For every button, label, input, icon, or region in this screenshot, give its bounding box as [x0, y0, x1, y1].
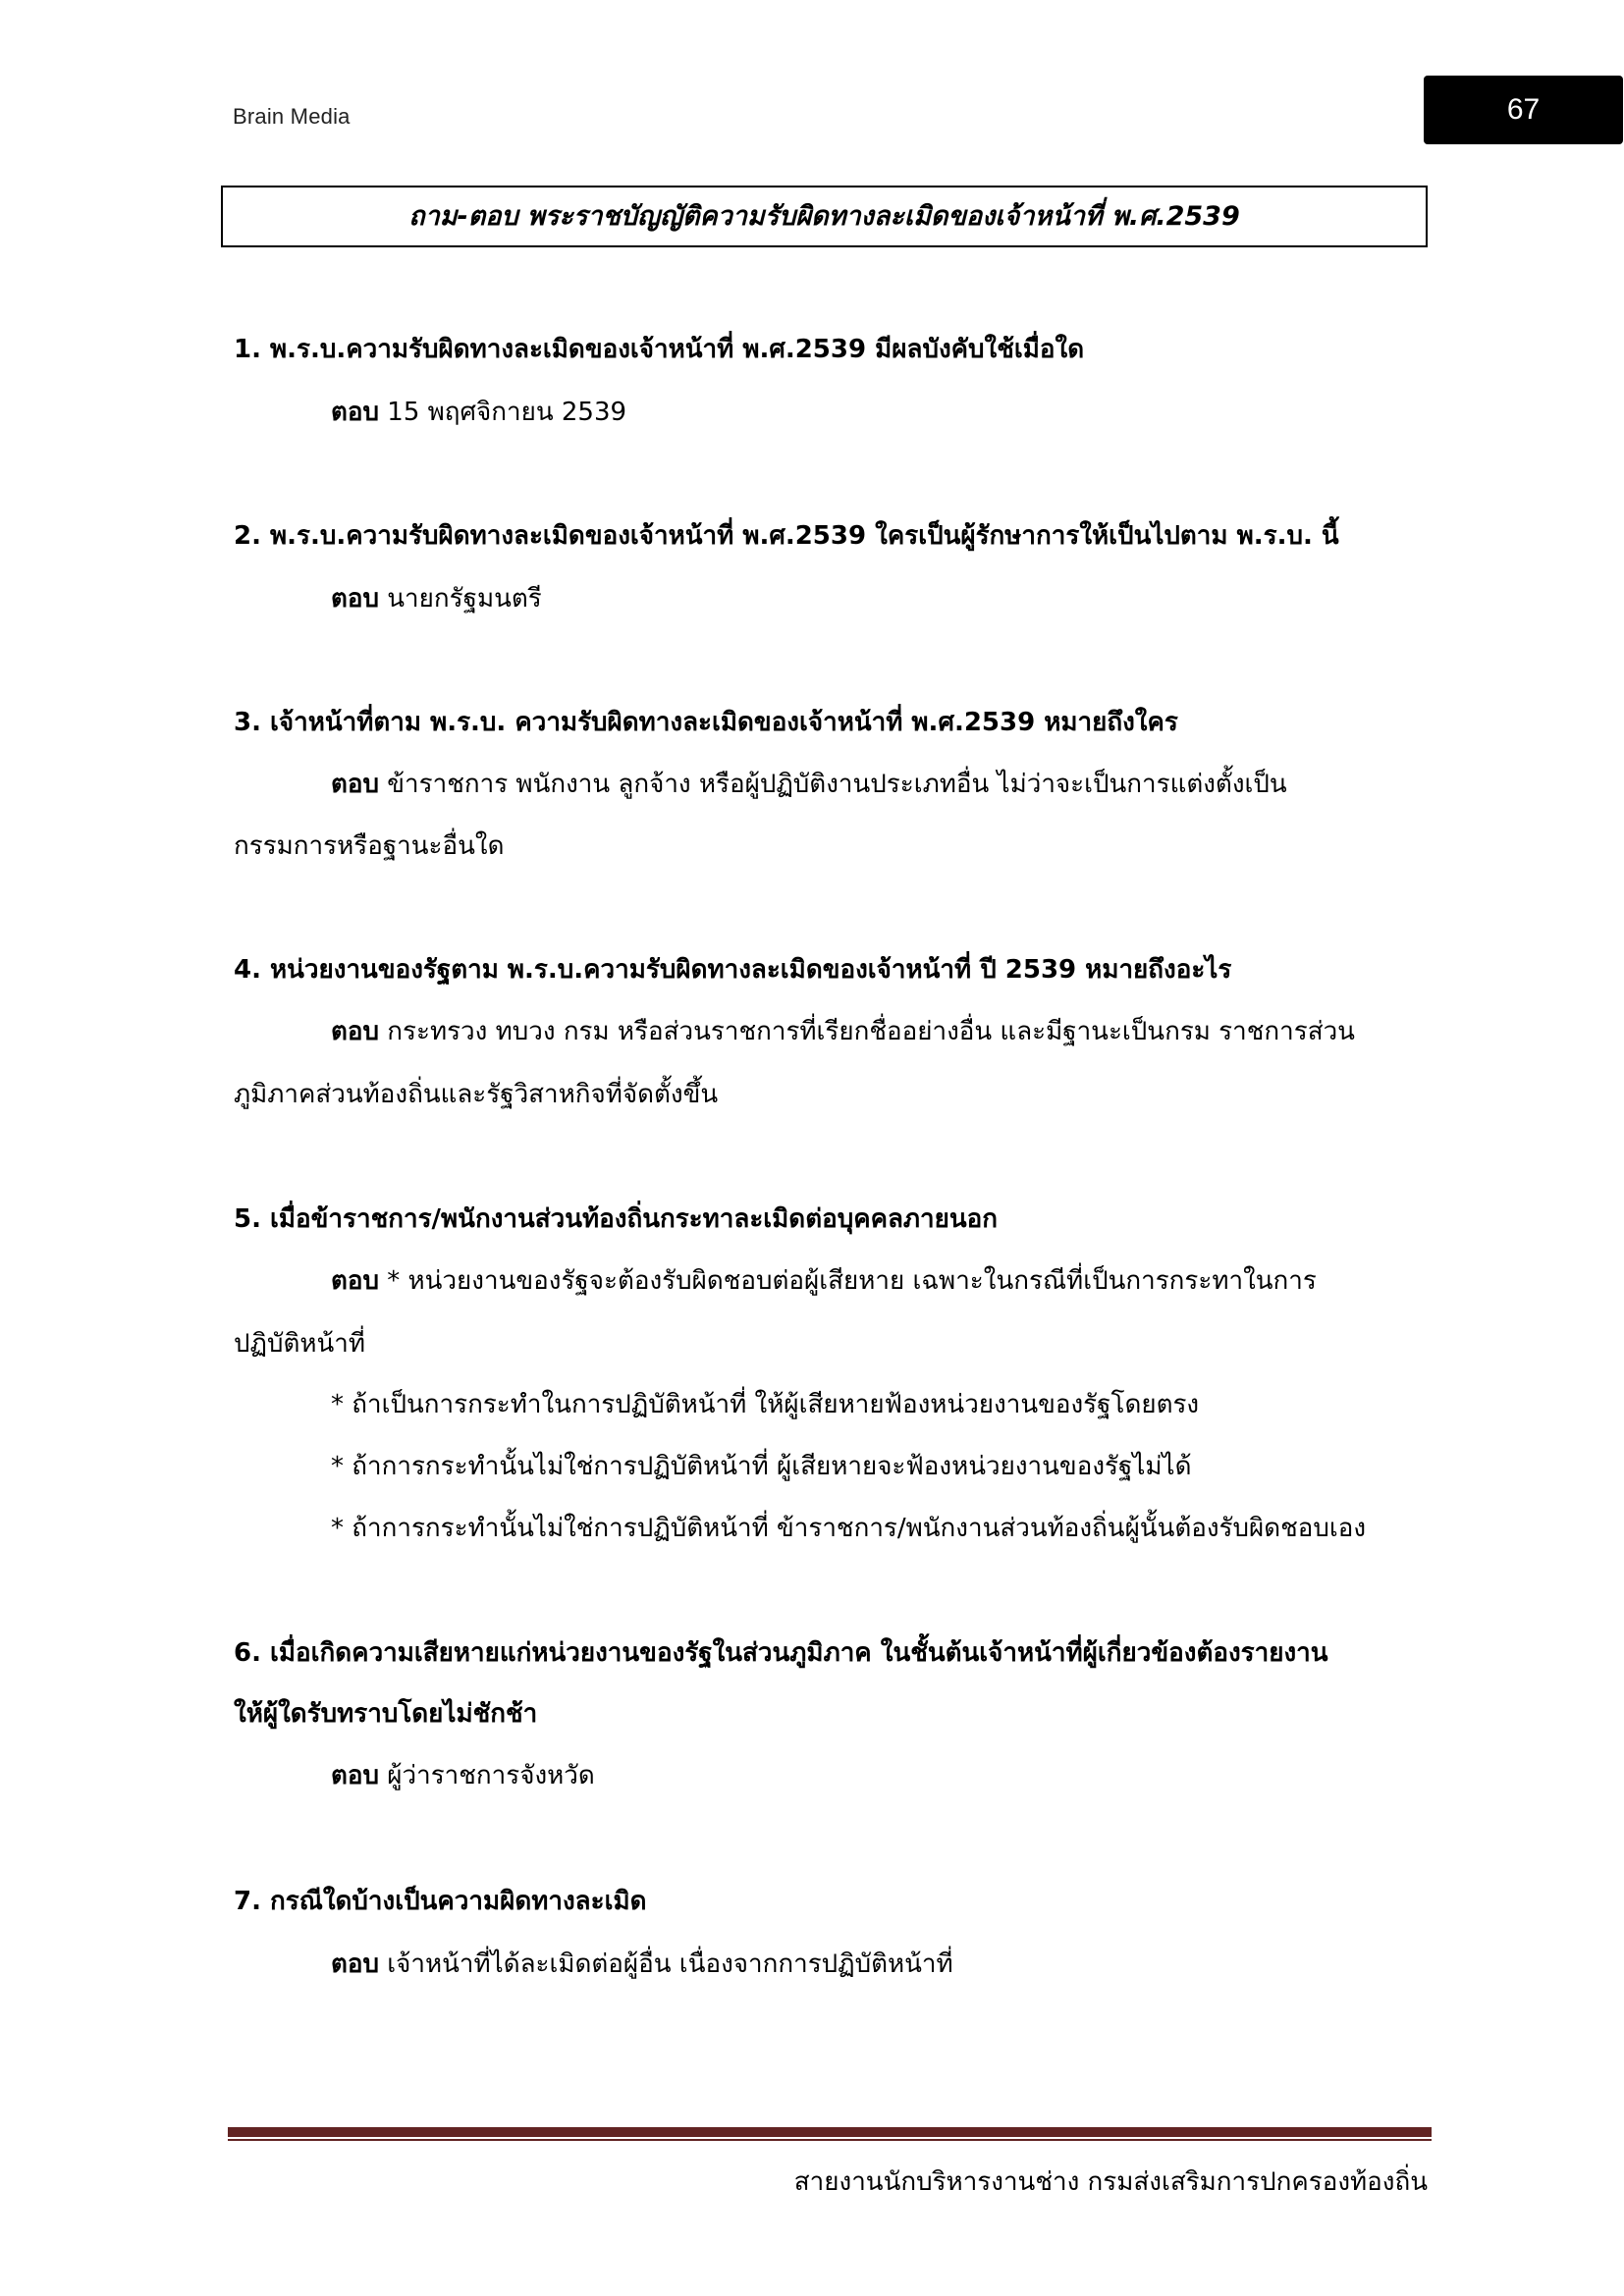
page-title: ถาม-ตอบ พระราชบัญญัติความรับผิดทางละเมิดของเจ้าหน้าที่ พ.ศ.2539: [408, 201, 1240, 232]
answer-3: [331, 754, 1431, 815]
answer-4-continuation: ภูมิภาคส่วนท้องถิ่นและรัฐวิสาหกิจที่จัดตั้งขึ้น: [234, 1080, 719, 1109]
question-5: 5. เมื่อข้าราชการ/พนักงานส่วนท้องถิ่นกระทาละเมิดต่อบุคคลภายนอก: [234, 1204, 999, 1234]
answer-label: ตอบ: [331, 584, 380, 614]
answer-text: นายกรัฐมนตรี: [387, 584, 542, 614]
answer-3-continuation: กรรมการหรือฐานะอื่นใด: [234, 831, 505, 861]
page-number-badge: 67: [1424, 76, 1623, 144]
answer-text: * หน่วยงานของรัฐจะต้องรับผิดชอบต่อผู้เสียหาย เฉพาะในกรณีที่เป็นการกระทาในการ: [387, 1266, 1317, 1296]
answer-5-bullet-1: * ถ้าเป็นการกระทำในการปฏิบัติหน้าที่ ให้ผู้เสียหายฟ้องหน่วยงานของรัฐโดยตรง: [331, 1390, 1200, 1419]
question-4: 4. หน่วยงานของรัฐตาม พ.ร.บ.ความรับผิดทางละเมิดของเจ้าหน้าที่ ปี 2539 หมายถึงอะไร: [234, 955, 1232, 985]
question-3: 3. เจ้าหน้าที่ตาม พ.ร.บ. ความรับผิดทางละเมิดของเจ้าหน้าที่ พ.ศ.2539 หมายถึงใคร: [234, 708, 1178, 737]
answer-text: ผู้ว่าราชการจังหวัด: [387, 1761, 595, 1790]
answer-label: ตอบ: [331, 1949, 380, 1979]
answer-2: [331, 568, 1431, 629]
question-6: 6. เมื่อเกิดความเสียหายแก่หน่วยงานของรัฐในส่วนภูมิภาค ในชั้นต้นเจ้าหน้าที่ผู้เกี่ยวข้องต้องรายงาน: [234, 1638, 1328, 1668]
answer-text: เจ้าหน้าที่ได้ละเมิดต่อผู้อื่น เนื่องจากการปฏิบัติหน้าที่: [387, 1949, 953, 1979]
answer-text: 15 พฤศจิกายน 2539: [387, 398, 627, 427]
question-1: 1. พ.ร.บ.ความรับผิดทางละเมิดของเจ้าหน้าที่ พ.ศ.2539 มีผลบังคับใช้เมื่อใด: [234, 335, 1085, 364]
answer-label: ตอบ: [331, 770, 380, 799]
answer-text: กระทรวง ทบวง กรม หรือส่วนราชการที่เรียกชื่ออย่างอื่น และมีฐานะเป็นกรม ราชการส่วน: [387, 1017, 1355, 1046]
footer-text: สายงานนักบริหารงานช่าง กรมส่งเสริมการปกครองท้องถิ่น: [793, 2167, 1428, 2197]
answer-text: ข้าราชการ พนักงาน ลูกจ้าง หรือผู้ปฏิบัติงานประเภทอื่น ไม่ว่าจะเป็นการแต่งตั้งเป็น: [387, 770, 1287, 799]
answer-4: [331, 1001, 1431, 1062]
answer-1: [331, 382, 1431, 443]
answer-label: ตอบ: [331, 398, 380, 427]
answer-5: [331, 1251, 1431, 1311]
answer-5-bullet-3: * ถ้าการกระทำนั้นไม่ใช่การปฏิบัติหน้าที่ ข้าราชการ/พนักงานส่วนท้องถิ่นผู้นั้นต้องรับผิดชอบเอง: [331, 1514, 1367, 1543]
footer-rule-thin: [228, 2139, 1432, 2141]
answer-label: ตอบ: [331, 1266, 380, 1296]
question-2: 2. พ.ร.บ.ความรับผิดทางละเมิดของเจ้าหน้าที่ พ.ศ.2539 ใครเป็นผู้รักษาการให้เป็นไปตาม พ.ร.บ. นี้: [234, 521, 1339, 551]
header-brand: Brain Media: [233, 104, 351, 129]
question-6-continuation: ให้ผู้ใดรับทราบโดยไม่ชักช้า: [234, 1699, 538, 1729]
answer-5-continuation: ปฏิบัติหน้าที่: [234, 1329, 365, 1359]
answer-6: [331, 1745, 1431, 1806]
answer-5-bullet-2: * ถ้าการกระทำนั้นไม่ใช่การปฏิบัติหน้าที่ ผู้เสียหายจะฟ้องหน่วยงานของรัฐไม่ได้: [331, 1452, 1192, 1481]
page-title-box: [221, 186, 1428, 247]
question-7: 7. กรณีใดบ้างเป็นความผิดทางละเมิด: [234, 1887, 647, 1916]
footer-rule-thick: [228, 2127, 1432, 2137]
answer-label: ตอบ: [331, 1017, 380, 1046]
answer-7: [331, 1934, 1431, 1995]
answer-label: ตอบ: [331, 1761, 380, 1790]
